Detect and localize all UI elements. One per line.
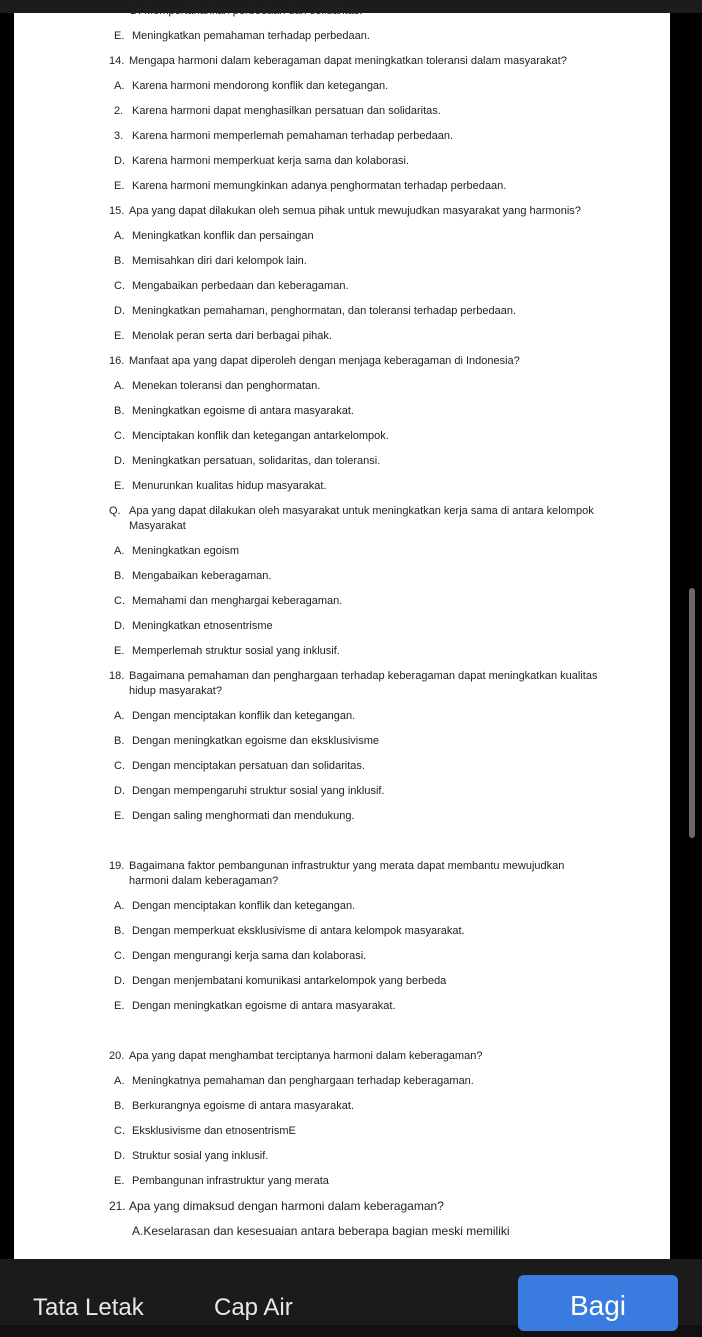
option-letter: C. bbox=[114, 1125, 125, 1137]
option-text: Dengan meningkatkan egoisme di antara masyarakat. bbox=[132, 1000, 396, 1012]
question-item bbox=[109, 54, 599, 69]
question-item bbox=[109, 354, 599, 369]
option-letter: E. bbox=[114, 330, 125, 342]
spacer bbox=[14, 1014, 670, 1039]
option-item bbox=[114, 1124, 670, 1139]
question-text: Mengapa harmoni dalam keberagaman dapat meningkatkan toleransi dalam masyarakat? bbox=[129, 55, 567, 67]
option-text: Mengabaikan perbedaan dan keberagaman. bbox=[132, 280, 349, 292]
option-item bbox=[114, 619, 670, 634]
layout-button[interactable]: Tata Letak bbox=[33, 1294, 144, 1321]
option-item bbox=[114, 899, 670, 914]
option-letter: B. bbox=[114, 1100, 125, 1112]
option-item bbox=[114, 329, 670, 344]
question-text: Manfaat apa yang dapat diperoleh dengan menjaga keberagaman di Indonesia? bbox=[129, 355, 520, 367]
option-item bbox=[114, 379, 670, 394]
option-item bbox=[114, 544, 670, 559]
option-text: Dengan menjembatani komunikasi antarkelompok yang berbeda bbox=[132, 975, 447, 987]
spacer bbox=[14, 824, 670, 849]
option-letter: B. bbox=[114, 405, 125, 417]
option-item bbox=[114, 1149, 670, 1164]
option-letter: E. bbox=[114, 480, 125, 492]
option-text: Berkurangnya egoisme di antara masyarakat. bbox=[132, 1100, 354, 1112]
option-letter: D. bbox=[114, 785, 125, 797]
option-item bbox=[114, 1099, 670, 1114]
question-item bbox=[109, 1049, 599, 1064]
question-item bbox=[109, 859, 599, 889]
option-text: Karena harmoni memperlemah pemahaman terhadap perbedaan. bbox=[132, 130, 454, 142]
option-letter: E. bbox=[114, 645, 125, 657]
option-letter: C. bbox=[114, 430, 125, 442]
question-text: Bagaimana faktor pembangunan infrastruktur yang merata dapat membantu mewujudkan harmoni dalam keberagaman? bbox=[129, 860, 565, 887]
option-item bbox=[114, 809, 670, 824]
option-item bbox=[114, 179, 670, 194]
option-text: Dengan mengurangi kerja sama dan kolaborasi. bbox=[132, 950, 367, 962]
option-item bbox=[114, 1074, 670, 1089]
option-item bbox=[114, 404, 670, 419]
bottom-toolbar bbox=[0, 1259, 702, 1325]
question-text: Apa yang dimaksud dengan harmoni dalam keberagaman? bbox=[129, 1199, 444, 1213]
option-text: Struktur sosial yang inklusif. bbox=[132, 1150, 269, 1162]
option-letter: A. bbox=[114, 80, 125, 92]
share-button[interactable]: Bagi bbox=[518, 1275, 678, 1331]
question-number: 19. bbox=[109, 860, 125, 872]
question-item bbox=[109, 204, 599, 219]
question-item bbox=[109, 1199, 599, 1214]
document-page bbox=[14, 5, 670, 1259]
option-text: Karena harmoni dapat menghasilkan persatuan dan solidaritas. bbox=[132, 105, 441, 117]
question-text: Apa yang dapat menghambat terciptanya harmoni dalam keberagaman? bbox=[129, 1050, 483, 1062]
question-item bbox=[109, 669, 599, 699]
option-item bbox=[114, 759, 670, 774]
question-text: Apa yang dapat dilakukan oleh semua pihak untuk mewujudkan masyarakat yang harmonis? bbox=[129, 205, 581, 217]
question-number: 14. bbox=[109, 55, 125, 67]
option-item bbox=[114, 644, 670, 659]
option-text: Dengan menciptakan konflik dan ketegangan. bbox=[132, 900, 356, 912]
option-letter: B. bbox=[114, 255, 125, 267]
option-text: Memisahkan diri dari kelompok lain. bbox=[132, 255, 307, 267]
option-item bbox=[114, 974, 670, 989]
option-text: Pembangunan infrastruktur yang merata bbox=[132, 1175, 329, 1187]
option-text: Meningkatkan etnosentrisme bbox=[132, 620, 273, 632]
option-item bbox=[114, 569, 670, 584]
option-item bbox=[114, 254, 670, 269]
option-text: Menolak peran serta dari berbagai pihak. bbox=[132, 330, 332, 342]
option-letter: B. bbox=[114, 570, 125, 582]
option-text: Meningkatkan persatuan, solidaritas, dan toleransi. bbox=[132, 455, 381, 467]
option-text: Dengan mempengaruhi struktur sosial yang inklusif. bbox=[132, 785, 385, 797]
option-letter: E. bbox=[114, 180, 125, 192]
option-text: Karena harmoni mendorong konflik dan ketegangan. bbox=[132, 80, 389, 92]
option-text: Meningkatkan egoisme di antara masyarakat. bbox=[132, 405, 354, 417]
option-item bbox=[114, 949, 670, 964]
option-item bbox=[114, 784, 670, 799]
option-item bbox=[114, 999, 670, 1014]
option-letter: D. bbox=[114, 155, 125, 167]
option-text: Dengan saling menghormati dan mendukung. bbox=[132, 810, 355, 822]
option-item bbox=[114, 154, 670, 169]
option-text: Menciptakan konflik dan ketegangan antarkelompok. bbox=[132, 430, 389, 442]
clipped-top-line: D. Mempertahankan perbedaan dan solidaritas. bbox=[130, 5, 363, 17]
option-letter: E. bbox=[114, 1000, 125, 1012]
option-text: Meningkatkan egoism bbox=[132, 545, 240, 557]
question-number: 21. bbox=[109, 1199, 126, 1213]
option-text: Karena harmoni memperkuat kerja sama dan kolaborasi. bbox=[132, 155, 409, 167]
option-letter: B. bbox=[114, 735, 125, 747]
option-text: Dengan memperkuat eksklusivisme di antara kelompok masyarakat. bbox=[132, 925, 465, 937]
option-item bbox=[114, 479, 670, 494]
option-item bbox=[114, 79, 670, 94]
option-text: Dengan menciptakan persatuan dan solidaritas. bbox=[132, 760, 365, 772]
option-item bbox=[114, 924, 670, 939]
option-letter: A. bbox=[114, 545, 125, 557]
option-text: Karena harmoni memungkinkan adanya penghormatan terhadap perbedaan. bbox=[132, 180, 507, 192]
option-item bbox=[114, 734, 670, 749]
option-text: Mengabaikan keberagaman. bbox=[132, 570, 272, 582]
option-text: Dengan meningkatkan egoisme dan eksklusivisme bbox=[132, 735, 380, 747]
option-text: Menekan toleransi dan penghormatan. bbox=[132, 380, 321, 392]
scrollbar-thumb[interactable] bbox=[689, 588, 695, 838]
option-item bbox=[114, 304, 670, 319]
option-letter: A. bbox=[114, 710, 125, 722]
option-letter: C. bbox=[114, 280, 125, 292]
option-letter: C. bbox=[114, 950, 125, 962]
option-letter: A. bbox=[114, 1075, 125, 1087]
option-text: Eksklusivisme dan etnosentrismE bbox=[132, 1125, 296, 1137]
option-letter: 3. bbox=[114, 130, 124, 142]
option-item bbox=[114, 1174, 670, 1189]
option-letter: A. bbox=[114, 230, 125, 242]
question-list bbox=[14, 29, 670, 1239]
question-item bbox=[109, 504, 599, 534]
question-number: 15. bbox=[109, 205, 125, 217]
option-item bbox=[114, 29, 670, 44]
option-text: Memperlemah struktur sosial yang inklusif. bbox=[132, 645, 340, 657]
option-letter: C. bbox=[114, 595, 125, 607]
document-viewer[interactable] bbox=[0, 5, 702, 1259]
option-letter: D. bbox=[114, 620, 125, 632]
option-letter: D. bbox=[114, 305, 125, 317]
option-item bbox=[114, 229, 670, 244]
option-text: Meningkatkan pemahaman, penghormatan, dan toleransi terhadap perbedaan. bbox=[132, 305, 517, 317]
option-item bbox=[114, 709, 670, 724]
option-letter: C. bbox=[114, 760, 125, 772]
option-letter: B. bbox=[114, 925, 125, 937]
option-item: A.Keselarasan dan kesesuaian antara beberapa bagian meski memiliki bbox=[132, 1224, 510, 1238]
option-letter: D. bbox=[114, 1150, 125, 1162]
option-letter: D. bbox=[114, 975, 125, 987]
option-item bbox=[114, 594, 670, 609]
option-letter: D. bbox=[114, 455, 125, 467]
question-text: Apa yang dapat dilakukan oleh masyarakat untuk meningkatkan kerja sama di antara kelompok Masyarakat bbox=[129, 505, 594, 532]
option-text: Dengan menciptakan konflik dan ketegangan. bbox=[132, 710, 356, 722]
question-text: Bagaimana pemahaman dan penghargaan terhadap keberagaman dapat meningkatkan kualitas hidup masyarakat? bbox=[129, 670, 598, 697]
option-letter: A. bbox=[114, 380, 125, 392]
option-text: Menurunkan kualitas hidup masyarakat. bbox=[132, 480, 327, 492]
option-item bbox=[114, 454, 670, 469]
question-number: Q. bbox=[109, 505, 121, 517]
question-number: 16. bbox=[109, 355, 125, 367]
option-letter: E. bbox=[114, 810, 125, 822]
option-item bbox=[114, 104, 670, 119]
option-letter: 2. bbox=[114, 105, 124, 117]
option-item bbox=[114, 279, 670, 294]
option-text: Meningkatkan pemahaman terhadap perbedaan. bbox=[132, 30, 370, 42]
option-letter: E. bbox=[114, 30, 125, 42]
option-letter: E. bbox=[114, 1175, 125, 1187]
option-item bbox=[114, 429, 670, 444]
option-text: Meningkatnya pemahaman dan penghargaan terhadap keberagaman. bbox=[132, 1075, 474, 1087]
question-number: 18. bbox=[109, 670, 125, 682]
option-letter: A. bbox=[114, 900, 125, 912]
option-text: Meningkatkan konflik dan persaingan bbox=[132, 230, 314, 242]
option-text: Memahami dan menghargai keberagaman. bbox=[132, 595, 343, 607]
option-item bbox=[114, 129, 670, 144]
watermark-button[interactable]: Cap Air bbox=[214, 1294, 293, 1321]
question-number: 20. bbox=[109, 1050, 125, 1062]
